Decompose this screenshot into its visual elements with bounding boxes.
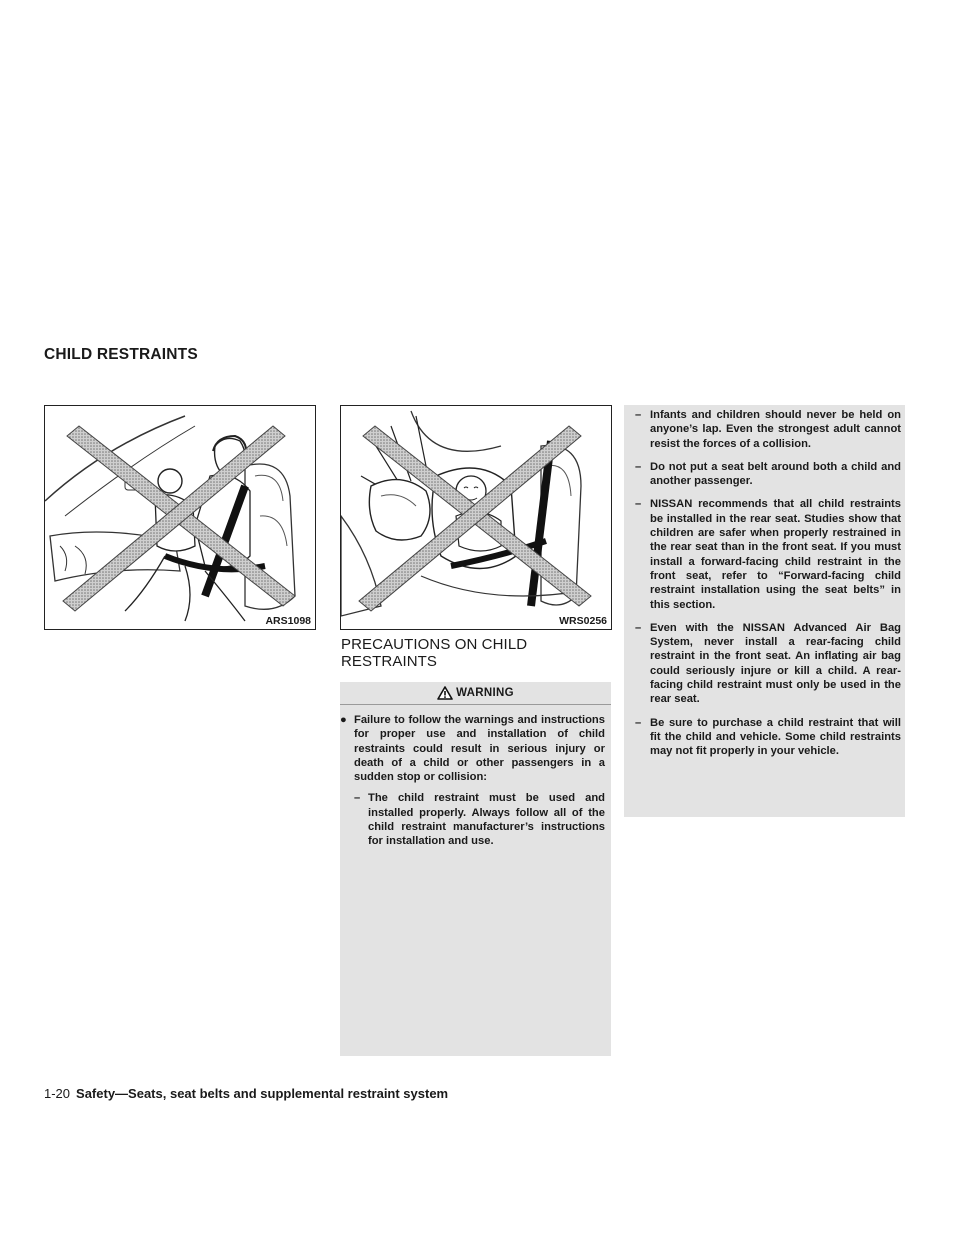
warning-label: WARNING bbox=[456, 687, 514, 699]
warning-header bbox=[340, 682, 611, 705]
page-footer bbox=[44, 1086, 448, 1101]
crossed-out-rear-facing-seat-front-airbag-illustration bbox=[341, 406, 611, 628]
dash-symbol: – bbox=[635, 621, 642, 634]
warning-triangle-icon bbox=[437, 686, 453, 700]
warning-item-text: NISSAN recommends that all child restraints be installed in the rear seat. Studies show that children are safer when properly restrained in the rear seat than in the front seat. If you must install a forward-facing child restraint in the front seat, refer to “Forward-facing child restraint installation using the seat belts” in this section. bbox=[650, 498, 901, 611]
bullet-symbol: ● bbox=[340, 714, 347, 726]
warning-item bbox=[624, 460, 901, 489]
warning-item bbox=[340, 791, 605, 848]
section-title: CHILD RESTRAINTS bbox=[44, 346, 198, 363]
dash-symbol: – bbox=[635, 460, 642, 473]
warning-item-text: Infants and children should never be held on anyone’s lap. Even the strongest adult cannot resist the forces of a collision. bbox=[650, 409, 901, 450]
dash-symbol: – bbox=[635, 498, 642, 511]
crossed-out-child-on-lap-illustration bbox=[45, 406, 315, 628]
dash-symbol: – bbox=[635, 716, 642, 729]
warning-item bbox=[624, 408, 901, 451]
warning-item-text: The child restraint must be used and installed properly. Always follow all of the child restraint manufacturer’s instructions for installation and use. bbox=[368, 792, 605, 848]
precautions-heading: PRECAUTIONS ON CHILD RESTRAINTS bbox=[341, 636, 528, 670]
warning-item bbox=[624, 716, 901, 759]
figure-code: ARS1098 bbox=[265, 615, 311, 627]
dash-symbol: – bbox=[354, 792, 361, 805]
warning-bullet bbox=[340, 713, 605, 784]
figure-ars1098 bbox=[44, 405, 316, 630]
page-number: 1-20 bbox=[44, 1086, 71, 1101]
warning-item bbox=[624, 621, 901, 707]
footer-title: Safety—Seats, seat belts and supplemental restraint system bbox=[76, 1086, 449, 1101]
warning-item bbox=[624, 497, 901, 611]
figure-code: WRS0256 bbox=[559, 615, 607, 627]
warning-item-text: Even with the NISSAN Advanced Air Bag System, never install a rear-facing child restraint in the front seat. An inflating air bag could seriously injure or kill a child. A rear-facing child restraint must only be used in the rear seat. bbox=[650, 621, 901, 706]
warning-box-continued bbox=[624, 405, 905, 817]
warning-box bbox=[340, 682, 611, 1056]
warning-item-text: Be sure to purchase a child restraint that will fit the child and vehicle. Some child restraints may not fit properly in your vehicle. bbox=[650, 716, 901, 758]
warning-item-text: Do not put a seat belt around both a child and another passenger. bbox=[650, 460, 901, 488]
dash-symbol: – bbox=[635, 409, 642, 421]
figure-wrs0256 bbox=[340, 405, 612, 630]
bullet-text: Failure to follow the warnings and instructions for proper use and installation of child restraints could result in serious injury or death of a child or other passengers in a sudden stop or collision: bbox=[354, 714, 605, 784]
